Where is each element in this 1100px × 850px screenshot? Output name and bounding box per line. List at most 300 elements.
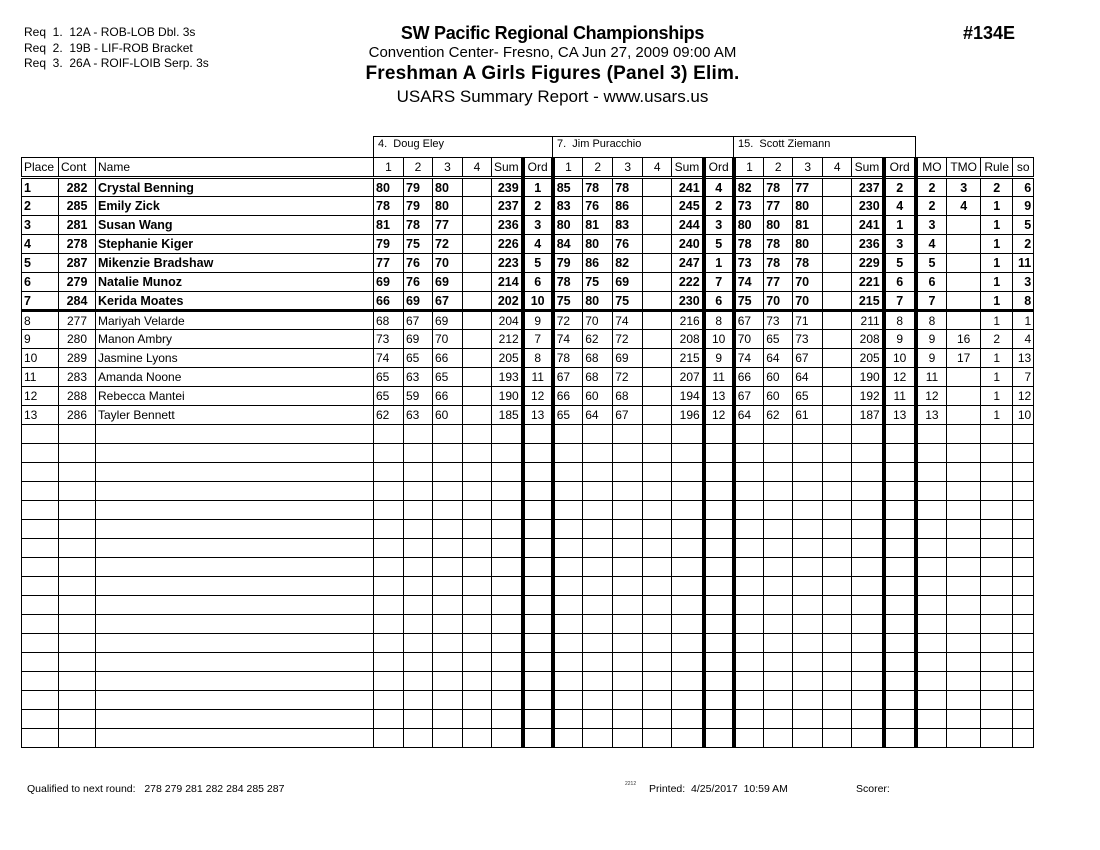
empty-cell (1013, 691, 1034, 710)
empty-cell (59, 520, 96, 539)
j2-score-1: 78 (553, 273, 583, 292)
empty-cell (734, 596, 764, 615)
empty-cell (643, 539, 672, 558)
empty-cell (764, 729, 793, 748)
empty-cell (793, 615, 823, 634)
empty-cell (916, 596, 947, 615)
empty-cell (583, 672, 613, 691)
empty-cell (1013, 634, 1034, 653)
empty-cell (1013, 558, 1034, 577)
empty-cell (433, 520, 463, 539)
j1-score-4 (463, 387, 492, 406)
empty-cell (793, 729, 823, 748)
place-cell: 12 (22, 387, 59, 406)
empty-cell (492, 463, 523, 482)
j2-score-1: 85 (553, 178, 583, 197)
col-rule: Rule (981, 158, 1013, 178)
j1-score-2: 63 (404, 368, 433, 387)
empty-cell (947, 615, 981, 634)
mo-cell: 9 (916, 349, 947, 368)
empty-cell (823, 444, 852, 463)
empty-cell (96, 539, 374, 558)
empty-cell (374, 501, 404, 520)
empty-cell (672, 482, 704, 501)
j2-score-4 (643, 235, 672, 254)
j2-sum: 240 (672, 235, 704, 254)
empty-cell (22, 672, 59, 691)
empty-cell (613, 558, 643, 577)
j2-score-3: 82 (613, 254, 643, 273)
j3-sum: 215 (852, 292, 884, 311)
empty-cell (643, 615, 672, 634)
j3-score-4 (823, 235, 852, 254)
empty-cell (583, 501, 613, 520)
mo-cell: 6 (916, 273, 947, 292)
empty-cell (523, 596, 553, 615)
empty-cell (793, 577, 823, 596)
empty-cell (59, 691, 96, 710)
j2-score-3: 68 (613, 387, 643, 406)
empty-cell (433, 501, 463, 520)
column-header-row (22, 158, 1034, 178)
empty-cell (374, 691, 404, 710)
empty-cell (947, 520, 981, 539)
mo-cell: 9 (916, 330, 947, 349)
empty-cell (704, 729, 734, 748)
empty-cell (643, 482, 672, 501)
j2-sum: 247 (672, 254, 704, 273)
empty-cell (583, 520, 613, 539)
empty-cell (916, 615, 947, 634)
empty-cell (553, 558, 583, 577)
empty-cell (734, 463, 764, 482)
j3-ord: 2 (884, 178, 916, 197)
j3-ord: 1 (884, 216, 916, 235)
empty-cell (947, 482, 981, 501)
j2-score-2: 62 (583, 330, 613, 349)
empty-cell (764, 444, 793, 463)
empty-cell (884, 558, 916, 577)
empty-cell (823, 653, 852, 672)
empty-row (22, 558, 1034, 577)
empty-cell (59, 539, 96, 558)
empty-cell (433, 615, 463, 634)
empty-cell (583, 558, 613, 577)
j1-score-3: 72 (433, 235, 463, 254)
empty-cell (981, 691, 1013, 710)
empty-cell (523, 729, 553, 748)
empty-cell (523, 501, 553, 520)
empty-cell (884, 539, 916, 558)
col-j1-sum: Sum (492, 158, 523, 178)
col-j1-ord: Ord (523, 158, 553, 178)
empty-cell (947, 444, 981, 463)
empty-cell (916, 710, 947, 729)
empty-cell (463, 463, 492, 482)
j1-score-2: 76 (404, 254, 433, 273)
j3-sum: 205 (852, 349, 884, 368)
empty-cell (672, 634, 704, 653)
j3-score-1: 70 (734, 330, 764, 349)
empty-cell (916, 539, 947, 558)
j2-ord: 11 (704, 368, 734, 387)
j1-score-4 (463, 368, 492, 387)
empty-cell (96, 634, 374, 653)
j2-ord: 8 (704, 311, 734, 330)
empty-cell (583, 596, 613, 615)
j2-score-1: 72 (553, 311, 583, 330)
empty-cell (96, 577, 374, 596)
j1-ord: 12 (523, 387, 553, 406)
j1-score-3: 67 (433, 292, 463, 311)
j3-sum: 187 (852, 406, 884, 425)
mo-cell: 13 (916, 406, 947, 425)
j1-score-2: 76 (404, 273, 433, 292)
empty-cell (523, 558, 553, 577)
j1-score-3: 70 (433, 330, 463, 349)
empty-cell (764, 463, 793, 482)
j1-score-1: 80 (374, 178, 404, 197)
place-cell: 2 (22, 197, 59, 216)
empty-cell (59, 444, 96, 463)
col-j2-s4: 4 (643, 158, 672, 178)
j2-score-2: 81 (583, 216, 613, 235)
empty-cell (96, 710, 374, 729)
rule-cell: 1 (981, 292, 1013, 311)
j1-sum: 237 (492, 197, 523, 216)
empty-cell (734, 558, 764, 577)
j2-score-3: 72 (613, 368, 643, 387)
empty-cell (96, 425, 374, 444)
empty-cell (59, 558, 96, 577)
j3-score-2: 60 (764, 368, 793, 387)
empty-cell (734, 710, 764, 729)
table-row (22, 235, 1034, 254)
cont-cell: 289 (59, 349, 96, 368)
empty-cell (96, 558, 374, 577)
empty-cell (523, 615, 553, 634)
empty-cell (59, 577, 96, 596)
empty-cell (704, 634, 734, 653)
empty-cell (374, 596, 404, 615)
empty-cell (374, 729, 404, 748)
j1-score-1: 65 (374, 368, 404, 387)
empty-cell (793, 672, 823, 691)
requirement-2: Req 2. 19B - LIF-ROB Bracket (24, 40, 193, 55)
empty-cell (734, 444, 764, 463)
table-row (22, 216, 1034, 235)
j3-score-4 (823, 368, 852, 387)
empty-cell (22, 653, 59, 672)
j2-score-1: 67 (553, 368, 583, 387)
j3-score-2: 64 (764, 349, 793, 368)
cont-cell: 277 (59, 311, 96, 330)
empty-cell (852, 425, 884, 444)
empty-cell (523, 634, 553, 653)
empty-cell (22, 634, 59, 653)
j1-ord: 1 (523, 178, 553, 197)
empty-cell (59, 653, 96, 672)
empty-cell (884, 634, 916, 653)
empty-cell (793, 444, 823, 463)
empty-cell (433, 425, 463, 444)
j3-score-2: 78 (764, 235, 793, 254)
empty-cell (764, 710, 793, 729)
rule-cell: 1 (981, 406, 1013, 425)
j3-ord: 5 (884, 254, 916, 273)
j2-score-4 (643, 292, 672, 311)
empty-cell (523, 482, 553, 501)
j1-sum: 185 (492, 406, 523, 425)
j1-sum: 226 (492, 235, 523, 254)
empty-cell (981, 463, 1013, 482)
j3-score-1: 64 (734, 406, 764, 425)
j2-ord: 5 (704, 235, 734, 254)
empty-cell (672, 653, 704, 672)
j3-ord: 12 (884, 368, 916, 387)
j3-score-2: 77 (764, 273, 793, 292)
j3-score-2: 73 (764, 311, 793, 330)
empty-cell (704, 425, 734, 444)
place-cell: 9 (22, 330, 59, 349)
j3-sum: 229 (852, 254, 884, 273)
j3-ord: 13 (884, 406, 916, 425)
cont-cell: 279 (59, 273, 96, 292)
tmo-cell (947, 387, 981, 406)
j1-score-3: 69 (433, 273, 463, 292)
empty-cell (404, 425, 433, 444)
empty-cell (433, 729, 463, 748)
j2-score-3: 76 (613, 235, 643, 254)
j3-score-2: 78 (764, 254, 793, 273)
empty-cell (643, 463, 672, 482)
j1-score-3: 65 (433, 368, 463, 387)
empty-cell (463, 520, 492, 539)
empty-cell (884, 425, 916, 444)
j1-sum: 214 (492, 273, 523, 292)
j2-score-4 (643, 330, 672, 349)
mo-cell: 2 (916, 197, 947, 216)
empty-cell (553, 596, 583, 615)
empty-cell (613, 539, 643, 558)
empty-cell (374, 634, 404, 653)
empty-cell (404, 710, 433, 729)
j3-score-2: 78 (764, 178, 793, 197)
empty-cell (613, 672, 643, 691)
j3-score-2: 77 (764, 197, 793, 216)
empty-cell (672, 558, 704, 577)
empty-cell (553, 501, 583, 520)
empty-cell (704, 577, 734, 596)
empty-cell (643, 672, 672, 691)
j2-score-4 (643, 311, 672, 330)
empty-cell (852, 729, 884, 748)
empty-cell (704, 710, 734, 729)
empty-cell (583, 634, 613, 653)
j1-score-1: 74 (374, 349, 404, 368)
j3-ord: 3 (884, 235, 916, 254)
empty-cell (764, 672, 793, 691)
empty-cell (823, 425, 852, 444)
j1-score-4 (463, 311, 492, 330)
empty-cell (643, 444, 672, 463)
j1-sum: 193 (492, 368, 523, 387)
empty-cell (523, 463, 553, 482)
j1-score-3: 80 (433, 178, 463, 197)
empty-cell (981, 501, 1013, 520)
j2-ord: 1 (704, 254, 734, 273)
empty-cell (884, 596, 916, 615)
empty-cell (823, 520, 852, 539)
tmo-cell: 4 (947, 197, 981, 216)
j2-score-2: 80 (583, 235, 613, 254)
name-cell: Jasmine Lyons (96, 349, 374, 368)
empty-cell (734, 520, 764, 539)
col-j3-s1: 1 (734, 158, 764, 178)
j3-score-3: 70 (793, 292, 823, 311)
j3-score-3: 77 (793, 178, 823, 197)
empty-cell (583, 653, 613, 672)
j1-score-3: 80 (433, 197, 463, 216)
empty-cell (643, 501, 672, 520)
empty-cell (374, 672, 404, 691)
j3-score-4 (823, 178, 852, 197)
empty-cell (22, 501, 59, 520)
empty-cell (916, 482, 947, 501)
j2-ord: 10 (704, 330, 734, 349)
empty-cell (613, 444, 643, 463)
empty-cell (583, 463, 613, 482)
j1-ord: 6 (523, 273, 553, 292)
empty-cell (492, 710, 523, 729)
empty-cell (553, 729, 583, 748)
col-j3-s2: 2 (764, 158, 793, 178)
j3-score-1: 67 (734, 311, 764, 330)
j2-sum: 245 (672, 197, 704, 216)
col-j3-sum: Sum (852, 158, 884, 178)
col-so: so (1013, 158, 1034, 178)
j1-score-2: 69 (404, 292, 433, 311)
empty-cell (947, 463, 981, 482)
empty-cell (96, 482, 374, 501)
j3-score-4 (823, 311, 852, 330)
j2-score-1: 65 (553, 406, 583, 425)
empty-cell (433, 634, 463, 653)
j2-score-1: 80 (553, 216, 583, 235)
empty-cell (583, 577, 613, 596)
j1-score-1: 62 (374, 406, 404, 425)
mo-cell: 11 (916, 368, 947, 387)
empty-cell (947, 539, 981, 558)
j1-score-4 (463, 178, 492, 197)
empty-cell (916, 558, 947, 577)
empty-cell (852, 520, 884, 539)
j2-score-2: 80 (583, 292, 613, 311)
empty-cell (404, 501, 433, 520)
j1-ord: 13 (523, 406, 553, 425)
empty-cell (793, 520, 823, 539)
j2-score-3: 72 (613, 330, 643, 349)
empty-cell (492, 691, 523, 710)
empty-cell (916, 425, 947, 444)
empty-cell (374, 539, 404, 558)
j2-score-2: 70 (583, 311, 613, 330)
j2-ord: 2 (704, 197, 734, 216)
empty-row (22, 463, 1034, 482)
empty-cell (613, 691, 643, 710)
empty-cell (947, 634, 981, 653)
empty-cell (734, 653, 764, 672)
j1-ord: 9 (523, 311, 553, 330)
empty-cell (1013, 596, 1034, 615)
empty-cell (583, 444, 613, 463)
table-row (22, 330, 1034, 349)
empty-cell (374, 710, 404, 729)
empty-cell (764, 615, 793, 634)
empty-cell (492, 558, 523, 577)
empty-cell (643, 520, 672, 539)
j1-score-3: 70 (433, 254, 463, 273)
empty-cell (583, 729, 613, 748)
j2-ord: 7 (704, 273, 734, 292)
empty-cell (433, 710, 463, 729)
tmo-cell: 3 (947, 178, 981, 197)
j3-score-3: 78 (793, 254, 823, 273)
empty-cell (492, 482, 523, 501)
j2-sum: 216 (672, 311, 704, 330)
cont-cell: 282 (59, 178, 96, 197)
empty-cell (59, 710, 96, 729)
empty-cell (764, 558, 793, 577)
empty-row (22, 501, 1034, 520)
empty-cell (852, 634, 884, 653)
cont-cell: 283 (59, 368, 96, 387)
j1-score-1: 81 (374, 216, 404, 235)
table-row (22, 178, 1034, 197)
j2-score-4 (643, 197, 672, 216)
empty-cell (947, 558, 981, 577)
empty-cell (59, 672, 96, 691)
empty-cell (793, 539, 823, 558)
j1-score-4 (463, 273, 492, 292)
empty-cell (404, 672, 433, 691)
j3-sum: 192 (852, 387, 884, 406)
empty-cell (523, 444, 553, 463)
place-cell: 3 (22, 216, 59, 235)
j2-score-4 (643, 406, 672, 425)
j3-score-1: 67 (734, 387, 764, 406)
j3-score-4 (823, 273, 852, 292)
empty-cell (947, 425, 981, 444)
printed-timestamp: Printed: 4/25/2017 10:59 AM (649, 783, 788, 795)
empty-cell (823, 710, 852, 729)
so-cell: 4 (1013, 330, 1034, 349)
place-cell: 7 (22, 292, 59, 311)
empty-cell (374, 615, 404, 634)
empty-cell (672, 672, 704, 691)
empty-cell (704, 615, 734, 634)
empty-cell (433, 691, 463, 710)
empty-cell (433, 596, 463, 615)
j1-ord: 11 (523, 368, 553, 387)
empty-cell (583, 482, 613, 501)
j3-sum: 190 (852, 368, 884, 387)
empty-cell (374, 558, 404, 577)
empty-cell (643, 729, 672, 748)
competition-title: SW Pacific Regional Championships (400, 23, 705, 43)
empty-cell (823, 672, 852, 691)
j3-score-1: 73 (734, 254, 764, 273)
